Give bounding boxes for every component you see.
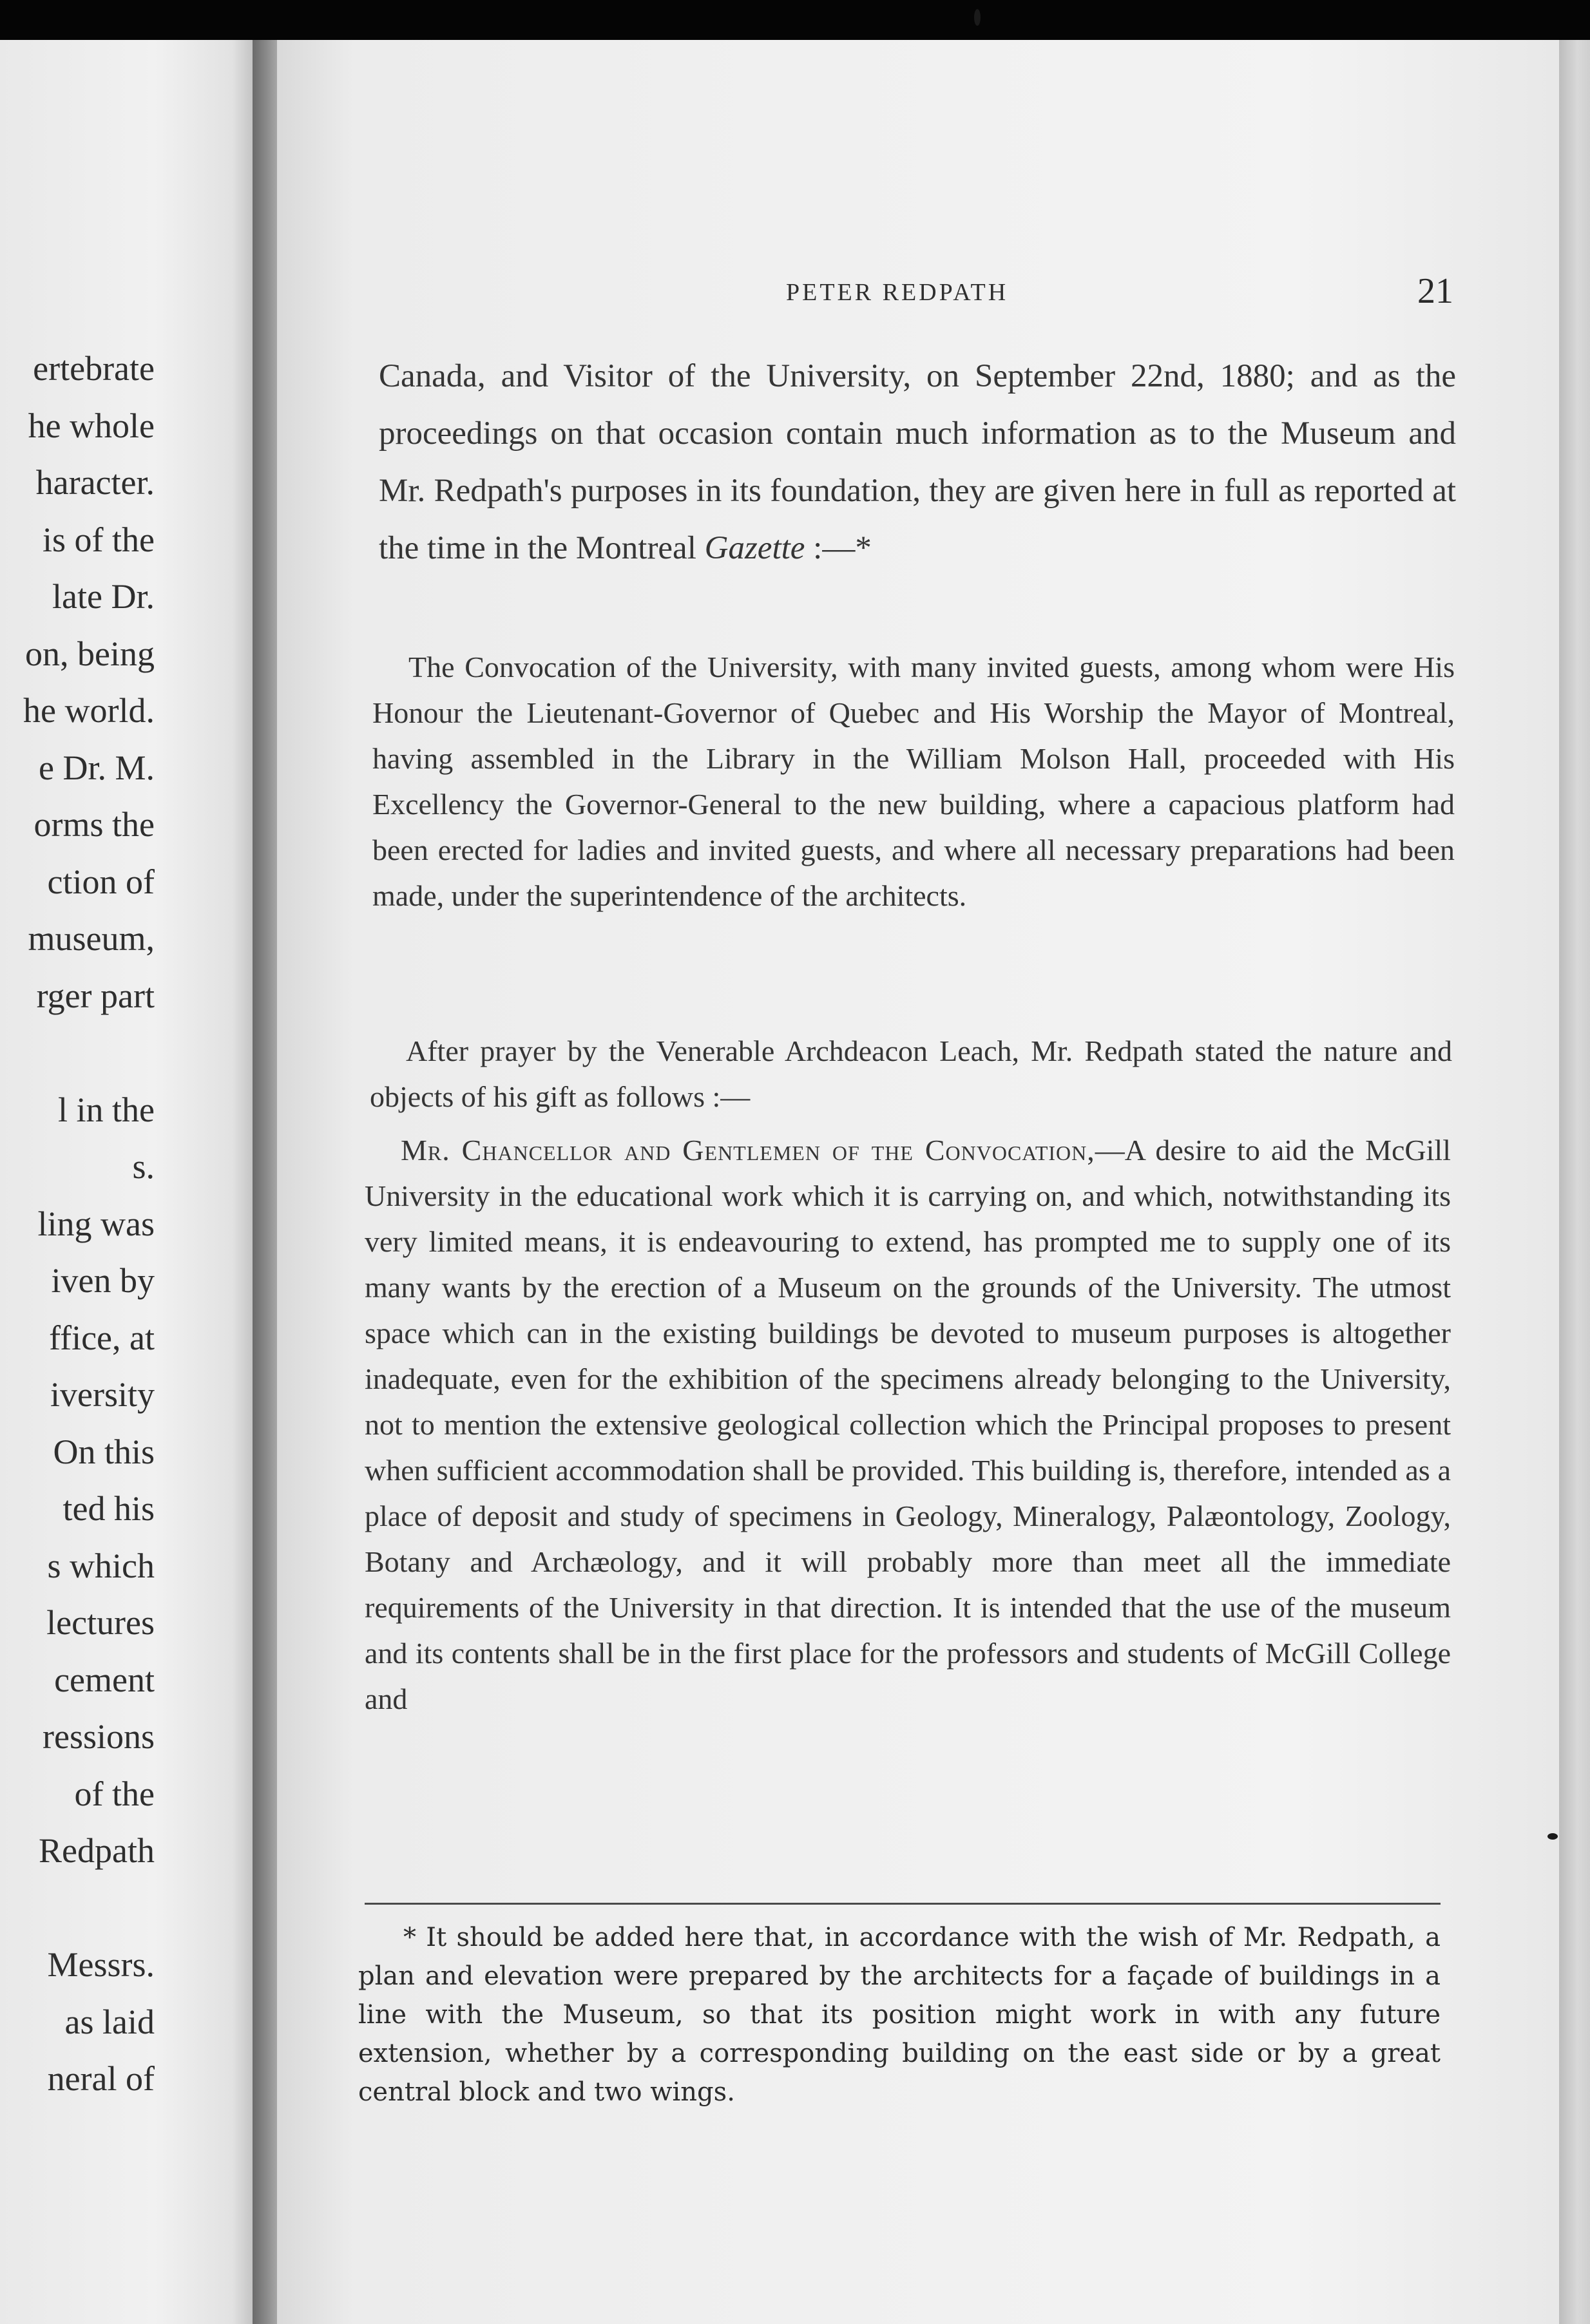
left-page-fragment-line: ressions	[43, 1717, 155, 1756]
intro-paragraph	[379, 348, 1456, 577]
left-page-fragment-line: e Dr. M.	[39, 748, 155, 787]
page-number: 21	[1417, 271, 1453, 311]
left-page-fragment-line: ling was	[37, 1204, 155, 1243]
left-page-fragment-line: cement	[54, 1660, 155, 1699]
address-body: —A desire to aid the McGill University in the educational work which it is carrying on, and which, notwithstanding its very limited means, it is endeavouring to extend, has prompted me to supply one of its many wants by the erection of a Museum on the grounds of the University. The utmost space which can in the existing buildings be devoted to museum purposes is altogether inadequate, even for the exhibition of the specimens already belonging to the University, not to mention the extensive geological collection which the Principal proposes to present when sufficient accommodation shall be provided. This building is, therefore, intended as a place of deposit and study of specimens in Geology, Mineralogy, Palæontology, Zoology, Botany and Archæology, and it will probably more than meet all the immediate requirements of the University in that direction. It is intended that the use of the museum and its contents shall be in the first place for the professors and students of McGill College and	[365, 1134, 1451, 1715]
footnote: * It should be added here that, in accordance with the wish of Mr. Redpath, a plan and elevation were prepared by the architects for a façade of buildings in a line with the Museum, so that its position might work in with any future extension, whether by a corresponding building on the east side or by a great central block and two wings.	[358, 1923, 1441, 2107]
left-page-text-fragments	[0, 348, 155, 2151]
left-page-fragment-line: neral of	[47, 2059, 155, 2098]
convocation-paragraph: The Convocation of the University, with many invited guests, among whom were His Honour the Lieutenant-Governor of Quebec and His Worship the Mayor of Montreal, having assembled in the Library in the William Molson Hall, proceeded with His Excellency the Governor-General to the new building, where a capacious platform had been erected for ladies and invited guests, and where all necessary preparations had been made, under the superintendence of the architects.	[372, 651, 1455, 912]
left-page-fragment-line: rger part	[36, 976, 155, 1015]
left-page-fragment-line: he world.	[23, 691, 155, 730]
left-page-fragment-line: On this	[53, 1432, 155, 1471]
left-page-fragment-line: late Dr.	[52, 577, 155, 616]
left-page-fragment-line: ction of	[47, 862, 155, 901]
left-page-fragment-line: museum,	[28, 919, 155, 958]
running-head: PETER REDPATH	[786, 279, 1009, 306]
scan-speck	[1547, 1833, 1558, 1840]
left-page-fragment-line: Messrs.	[47, 1945, 155, 1984]
left-page-fragment-line: as laid	[64, 2002, 155, 2041]
left-page-fragment-line: s.	[132, 1147, 155, 1186]
left-page-fragment-line: he whole	[28, 406, 155, 445]
left-page-fragment-line: lectures	[46, 1603, 155, 1642]
left-page-fragment-line: iversity	[50, 1375, 155, 1414]
left-page-fragment-line: iven by	[51, 1261, 155, 1300]
left-page-fragment-line: Redpath	[39, 1831, 155, 1870]
left-page-fragment-line: ffice, at	[49, 1318, 155, 1357]
left-page-fragment-line: l in the	[58, 1090, 155, 1129]
address-salutation: Mr. Chancellor and Gentlemen of the Convocation,	[401, 1134, 1095, 1167]
left-page-fragment-line: orms the	[34, 805, 155, 844]
left-page-fragment-line: s which	[47, 1546, 155, 1585]
left-page-fragment-line: haracter.	[35, 463, 155, 502]
right-page-edge	[1559, 40, 1590, 2324]
intro-text: Canada, and Visitor of the University, on September 22nd, 1880; and as the proceedings on that occasion contain much information as to the Museum and Mr. Redpath's purposes in its foundation, they are given here in full as reported at the time in the Montreal	[379, 358, 1456, 566]
scan-top-edge	[0, 0, 1590, 45]
left-page-fragment-line: of the	[74, 1774, 155, 1813]
left-page-fragment-line: ertebrate	[33, 349, 155, 388]
scan-speck	[974, 9, 981, 26]
address-paragraph	[365, 1127, 1451, 1722]
left-page-fragment-line: ted his	[62, 1489, 155, 1528]
prayer-paragraph: After prayer by the Venerable Archdeacon Leach, Mr. Redpath stated the nature and objects of his gift as follows :—	[370, 1034, 1452, 1113]
left-page-fragment-line: is of the	[43, 520, 155, 559]
footnote-rule	[365, 1903, 1441, 1905]
newspaper-title: Gazette	[704, 530, 805, 566]
intro-ending: :—*	[805, 530, 872, 566]
left-page-fragment-line: on, being	[25, 634, 155, 673]
